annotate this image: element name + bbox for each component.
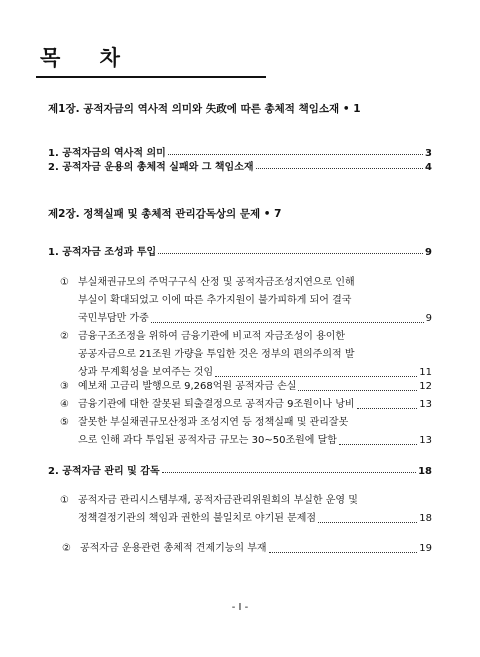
toc-subentry: [60, 274, 432, 328]
item-page: 13: [419, 435, 432, 446]
dot-leader: [151, 322, 424, 323]
item-number: ②: [62, 543, 71, 554]
item-page: 9: [425, 313, 432, 324]
item-page: 19: [419, 543, 432, 554]
dot-leader: [215, 376, 417, 377]
item-number: ②: [60, 331, 69, 342]
toc-subentry: [60, 414, 432, 450]
section-text: 2. 공적자금 관리 및 감독: [48, 466, 160, 477]
item-line: 잘못한 부실채권규모산정과 조성지연 등 정책실패 및 관리잘못: [78, 417, 349, 428]
item-line: 부실이 확대되었고 이에 따른 추가지원이 불가피하게 되어 결국: [78, 295, 352, 306]
item-line: 금융기관에 대한 잘못된 퇴출결정으로 공적자금 9조원이나 낭비: [78, 399, 355, 410]
item-line: 공공자금으로 21조원 가량을 투입한 것은 정부의 편의주의적 발: [78, 349, 355, 360]
item-line: 부실채권규모의 주먹구구식 산정 및 공적자금조성지연으로 인해: [78, 277, 355, 288]
item-line: 공적자금 관리시스템부재, 공적자금관리위원회의 부실한 운영 및: [78, 495, 358, 506]
item-page: 11: [419, 367, 432, 378]
entry-page: 4: [425, 162, 432, 173]
toc-subentry: [60, 396, 432, 414]
item-line: 으로 인해 과다 투입된 공적자금 규모는 30~50조원에 달함: [78, 435, 337, 446]
toc-subentry: [62, 540, 432, 558]
item-number: ⑤: [60, 417, 69, 428]
item-page: 13: [419, 399, 432, 410]
item-line: 금융구조조정을 위하여 금융기관에 비교적 자금조성이 용이한: [78, 331, 346, 342]
toc-subentry: [60, 492, 432, 528]
section-page: 18: [418, 466, 432, 477]
item-line: 예보채 고금리 발행으로 9,268억원 공적자금 손실: [78, 381, 297, 392]
item-line: 정책결정기관의 책임과 권한의 불일치로 야기된 문제점: [78, 513, 317, 524]
toc-subentry: [60, 378, 432, 396]
dot-leader: [168, 154, 423, 155]
title-underline: [36, 76, 266, 78]
item-line: 공적자금 운용관련 총체적 견제기능의 부재: [80, 543, 267, 554]
dot-leader: [298, 390, 417, 391]
dot-leader: [162, 472, 416, 473]
dot-leader: [158, 253, 423, 254]
toc-title: 목 차: [40, 46, 136, 70]
chapter-2-heading: 제2장. 정책실패 및 총체적 관리감독상의 문제 • 7: [48, 208, 282, 220]
section-page: 9: [425, 247, 432, 258]
toc-section: [48, 243, 432, 258]
dot-leader: [357, 408, 418, 409]
dot-leader: [269, 552, 418, 553]
dot-leader: [318, 522, 417, 523]
page-number: - I -: [231, 602, 249, 613]
toc-entry: [48, 158, 432, 173]
section-text: 1. 공적자금 조성과 투입: [48, 247, 157, 258]
entry-text: 2. 공적자금 운용의 총체적 실패와 그 책임소재: [48, 162, 254, 173]
toc-section: [48, 462, 432, 477]
entry-page: 3: [425, 148, 432, 159]
dot-leader: [339, 444, 417, 445]
item-line: 국민부담만 가중: [78, 313, 149, 324]
entry-text: 1. 공적자금의 역사적 의미: [48, 148, 166, 159]
item-line: 상과 무계획성을 보여주는 것임: [78, 367, 214, 378]
item-number: ③: [60, 381, 69, 392]
item-number: ④: [60, 399, 69, 410]
toc-subentry: [60, 328, 432, 382]
chapter-1-heading: 제1장. 공적자금의 역사적 의미와 失政에 따른 총체적 책임소재 • 1: [48, 103, 361, 115]
toc-entry: [48, 144, 432, 159]
item-page: 18: [419, 513, 432, 524]
dot-leader: [256, 168, 424, 169]
item-page: 12: [419, 381, 432, 392]
item-number: ①: [60, 277, 69, 288]
item-number: ①: [60, 495, 69, 506]
